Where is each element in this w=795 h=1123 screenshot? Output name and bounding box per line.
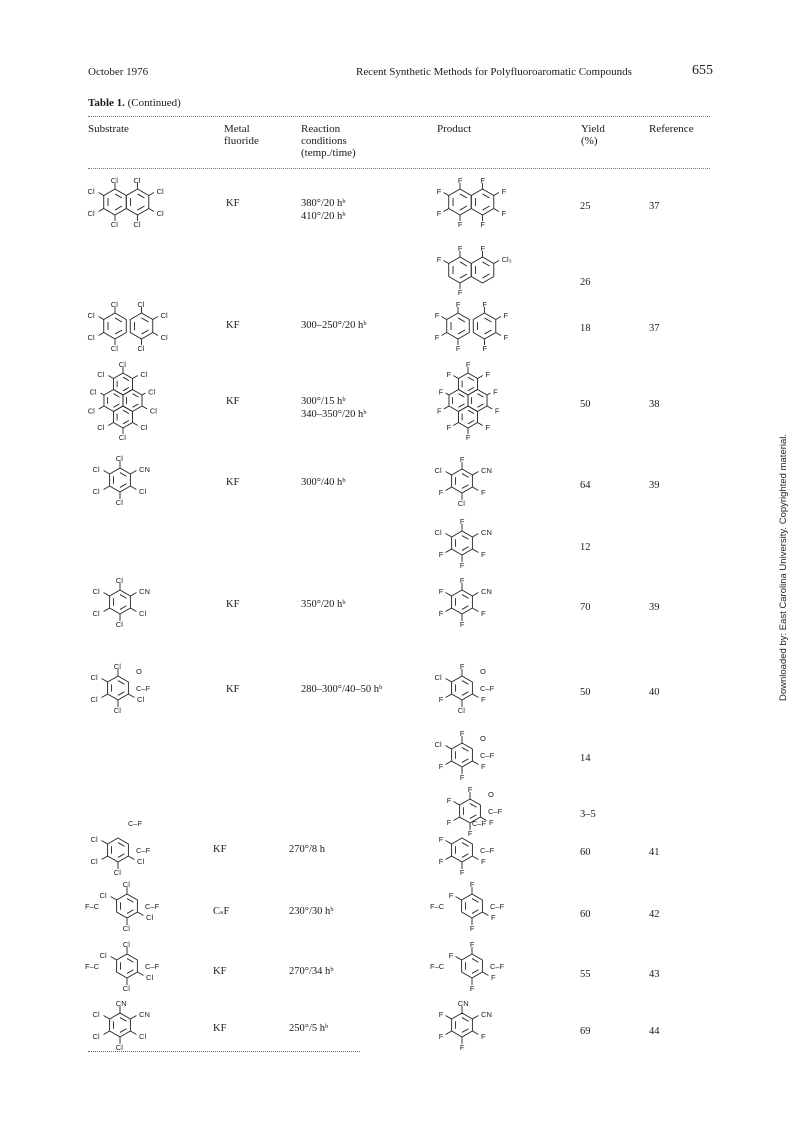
atom-label: Cl bbox=[434, 740, 442, 749]
atom-label: F bbox=[482, 344, 488, 353]
atom-label: F bbox=[491, 913, 496, 922]
yield-cell: 25 bbox=[580, 201, 591, 212]
svg-text:O: O bbox=[488, 790, 494, 799]
atom-label: F bbox=[469, 924, 475, 933]
atom-label: Cl bbox=[160, 333, 168, 342]
atom-label: F bbox=[469, 984, 475, 993]
substrate-perchloropyrene bbox=[85, 360, 175, 450]
yield-cell: 69 bbox=[580, 1026, 591, 1037]
svg-text:C–F: C–F bbox=[480, 751, 495, 760]
atom-label: F bbox=[467, 829, 473, 838]
product-dichlorotrifluorobenzonitrile bbox=[432, 456, 512, 506]
atom-label: F bbox=[438, 1010, 444, 1019]
reference-cell: 42 bbox=[649, 909, 660, 920]
atom-label: CN bbox=[481, 466, 492, 475]
yield-cell: 60 bbox=[580, 909, 591, 920]
atom-label: Cl bbox=[156, 187, 164, 196]
atom-label: Cl bbox=[140, 370, 148, 379]
atom-label: Cl bbox=[113, 706, 121, 715]
atom-label: F bbox=[485, 370, 490, 379]
yield-cell: 64 bbox=[580, 480, 591, 491]
svg-text:C–F: C–F bbox=[480, 846, 495, 855]
atom-label: CN bbox=[481, 1010, 492, 1019]
atom-label: F bbox=[459, 517, 465, 526]
atom-label: Cl bbox=[87, 311, 95, 320]
col-substrate: Substrate bbox=[88, 123, 129, 135]
yield-cell: 60 bbox=[580, 847, 591, 858]
atom-label: F bbox=[459, 455, 465, 464]
atom-label: Cl bbox=[110, 176, 118, 185]
atom-label: CN bbox=[457, 999, 469, 1008]
atom-label: Cl bbox=[122, 940, 130, 949]
atom-label: F bbox=[465, 433, 471, 442]
atom-label: CN bbox=[481, 528, 492, 537]
atom-label: F bbox=[436, 187, 442, 196]
atom-label: Cl bbox=[110, 344, 118, 353]
atom-label: CN bbox=[139, 465, 150, 474]
ring-bond bbox=[108, 676, 129, 700]
running-title: Recent Synthetic Methods for Polyfluoroaromatic Compounds bbox=[356, 66, 632, 78]
atom-label: Cl bbox=[90, 673, 98, 682]
ring-bond bbox=[104, 189, 127, 215]
atom-label: F bbox=[457, 176, 463, 185]
atom-label: F bbox=[457, 288, 463, 297]
atom-label: Cl bbox=[113, 868, 121, 877]
atom-label: F bbox=[489, 818, 494, 827]
ring-bond bbox=[462, 954, 483, 978]
metal-fluoride-cell: CₛF bbox=[213, 906, 230, 917]
atom-label: F bbox=[457, 220, 463, 229]
atom-label: CN bbox=[481, 587, 492, 596]
page-number: 655 bbox=[692, 63, 713, 78]
yield-cell: 70 bbox=[580, 602, 591, 613]
atom-label: F bbox=[455, 344, 461, 353]
atom-label: Cl bbox=[122, 984, 130, 993]
atom-label: F bbox=[481, 762, 486, 771]
atom-label: F bbox=[457, 244, 463, 253]
product-pentafluorobenzonitrile bbox=[432, 577, 512, 627]
atom-label: F bbox=[480, 244, 486, 253]
atom-label: Cl bbox=[87, 209, 95, 218]
atom-label: F bbox=[438, 387, 444, 397]
svg-text:C–F: C–F bbox=[128, 819, 143, 828]
ring-bond bbox=[126, 189, 149, 215]
conditions-cell: 300°/40 hᵇ bbox=[301, 477, 346, 488]
atom-label: Cl bbox=[92, 587, 100, 596]
substrate-tetrachlorophthaloyl-fluoride bbox=[88, 812, 178, 882]
atom-label: Cl bbox=[97, 423, 105, 432]
atom-label: Cl bbox=[92, 487, 100, 496]
atom-label: F bbox=[481, 488, 486, 497]
substrate-tetrachloroisophthaloyl-fluoride bbox=[85, 938, 185, 993]
ring-bond bbox=[473, 313, 496, 339]
atom-label: Cl bbox=[137, 300, 145, 309]
ring-bond bbox=[104, 313, 127, 339]
atom-label: F bbox=[438, 857, 444, 866]
product-tetrafluoroisophthaloyl-fluoride bbox=[430, 938, 530, 993]
atom-label: F bbox=[434, 333, 440, 342]
ring-bond bbox=[449, 390, 468, 412]
atom-label: Cl bbox=[122, 880, 130, 889]
atom-label: Cl bbox=[87, 333, 95, 342]
svg-text:C–F: C–F bbox=[472, 819, 487, 828]
substrate-decachlorobiphenyl bbox=[85, 296, 185, 356]
atom-label: Cl₃ bbox=[501, 255, 512, 264]
ring-bond bbox=[110, 590, 131, 614]
conditions-cell: 270°/8 h bbox=[289, 844, 325, 855]
svg-text:F–C: F–C bbox=[85, 902, 100, 911]
ring-bond bbox=[452, 469, 473, 493]
header-rule bbox=[88, 168, 710, 169]
atom-label: Cl bbox=[139, 609, 147, 618]
ring-bond bbox=[462, 894, 483, 918]
atom-label: Cl bbox=[90, 835, 98, 844]
col-reaction-conditions: Reaction conditions (temp./time) bbox=[301, 123, 356, 159]
atom-label: Cl bbox=[457, 706, 465, 715]
atom-label: F bbox=[459, 561, 465, 570]
atom-label: F bbox=[446, 796, 452, 805]
substrate-tetrachloroterephthaloyl-fluoride bbox=[85, 878, 185, 933]
atom-label: Cl bbox=[137, 857, 145, 866]
metal-fluoride-cell: KF bbox=[213, 844, 227, 855]
atom-label: F bbox=[459, 729, 465, 738]
conditions-cell: 300–250°/20 hᵇ bbox=[301, 320, 367, 331]
col-product: Product bbox=[437, 123, 472, 135]
atom-label: F bbox=[482, 300, 488, 309]
ring-bond bbox=[117, 894, 138, 918]
atom-label: F bbox=[459, 1043, 465, 1052]
yield-cell: 50 bbox=[580, 399, 591, 410]
sidebar-download-note: Downloaded by: East Carolina University. Copyrighted material. bbox=[778, 433, 789, 701]
atom-label: Cl bbox=[434, 673, 442, 682]
atom-label: F bbox=[481, 857, 486, 866]
conditions-cell: 380°/20 hᵇ 410°/20 hᵇ bbox=[301, 198, 346, 222]
yield-cell: 18 bbox=[580, 323, 591, 334]
reference-cell: 43 bbox=[649, 969, 660, 980]
col-yield: Yield (%) bbox=[581, 123, 605, 147]
atom-label: F bbox=[491, 973, 496, 982]
substrate-octachloronaphthalene bbox=[85, 172, 175, 232]
substrate-pentachlorobenzonitrile bbox=[90, 455, 170, 505]
atom-label: Cl bbox=[122, 924, 130, 933]
atom-label: F bbox=[503, 311, 509, 320]
atom-label: Cl bbox=[434, 528, 442, 537]
metal-fluoride-cell: KF bbox=[213, 1023, 227, 1034]
atom-label: Cl bbox=[118, 433, 126, 442]
atom-label: CN bbox=[139, 587, 150, 596]
atom-label: Cl bbox=[118, 360, 126, 369]
svg-text:F–C: F–C bbox=[430, 902, 445, 911]
metal-fluoride-cell: KF bbox=[226, 198, 240, 209]
atom-label: Cl bbox=[90, 695, 98, 704]
yield-cell: 3–5 bbox=[580, 809, 596, 820]
metal-fluoride-cell: KF bbox=[226, 477, 240, 488]
atom-label: F bbox=[434, 311, 440, 320]
atom-label: Cl bbox=[115, 498, 123, 507]
ring-bond bbox=[458, 406, 477, 428]
product-tetrafluoroterephthaloyl-fluoride bbox=[430, 878, 530, 933]
ring-bond bbox=[108, 838, 129, 862]
atom-label: Cl bbox=[90, 857, 98, 866]
atom-label: Cl bbox=[92, 1010, 100, 1019]
svg-text:C–F: C–F bbox=[136, 846, 151, 855]
atom-label: F bbox=[438, 695, 444, 704]
atom-label: F bbox=[448, 891, 454, 900]
product-dichlorotrifluorobenzoyl-fluoride bbox=[432, 660, 522, 715]
ring-bond bbox=[447, 313, 470, 339]
atom-label: Cl bbox=[148, 387, 156, 397]
atom-label: F bbox=[501, 187, 507, 196]
atom-label: F bbox=[436, 406, 442, 416]
atom-label: Cl bbox=[137, 695, 145, 704]
atom-label: F bbox=[446, 370, 452, 379]
ring-bond bbox=[123, 390, 142, 412]
ring-bond bbox=[113, 373, 132, 395]
atom-label: Cl bbox=[149, 406, 157, 416]
atom-label: Cl bbox=[113, 662, 121, 671]
product-chlorotetrafluorobenzoyl-fluoride bbox=[432, 727, 522, 782]
svg-text:F–C: F–C bbox=[430, 962, 445, 971]
ring-bond bbox=[471, 189, 494, 215]
product-decafluorobiphenyl bbox=[428, 296, 538, 356]
atom-label: F bbox=[438, 762, 444, 771]
atom-label: F bbox=[455, 300, 461, 309]
reference-cell: 37 bbox=[649, 323, 660, 334]
atom-label: Cl bbox=[156, 209, 164, 218]
atom-label: Cl bbox=[87, 187, 95, 196]
ring-bond bbox=[452, 590, 473, 614]
atom-label: Cl bbox=[160, 311, 168, 320]
atom-label: F bbox=[493, 387, 498, 397]
atom-label: Cl bbox=[87, 406, 95, 416]
table-caption-label: Table 1. bbox=[88, 97, 125, 109]
atom-label: F bbox=[481, 695, 486, 704]
metal-fluoride-cell: KF bbox=[213, 966, 227, 977]
yield-cell: 14 bbox=[580, 753, 591, 764]
atom-label: Cl bbox=[115, 576, 123, 585]
reference-cell: 37 bbox=[649, 201, 660, 212]
atom-label: F bbox=[481, 1032, 486, 1041]
reference-cell: 39 bbox=[649, 602, 660, 613]
atom-label: F bbox=[446, 423, 452, 432]
svg-text:C–F: C–F bbox=[145, 902, 160, 911]
svg-text:C–F: C–F bbox=[145, 962, 160, 971]
atom-label: F bbox=[459, 773, 465, 782]
ring-bond bbox=[452, 838, 473, 862]
atom-label: Cl bbox=[92, 465, 100, 474]
atom-label: F bbox=[438, 550, 444, 559]
atom-label: Cl bbox=[89, 387, 97, 397]
atom-label: Cl bbox=[110, 220, 118, 229]
product-octafluoronaphthalene bbox=[430, 172, 520, 232]
metal-fluoride-cell: KF bbox=[226, 320, 240, 331]
atom-label: F bbox=[503, 333, 509, 342]
atom-label: Cl bbox=[146, 913, 154, 922]
reference-cell: 44 bbox=[649, 1026, 660, 1037]
atom-label: Cl bbox=[99, 951, 107, 960]
svg-text:C–F: C–F bbox=[136, 684, 151, 693]
product-tetrafluorophthalonitrile bbox=[432, 998, 512, 1053]
col-reference: Reference bbox=[649, 123, 694, 135]
ring-bond bbox=[130, 313, 153, 339]
ring-bond bbox=[468, 390, 487, 412]
atom-label: F bbox=[438, 587, 444, 596]
ring-bond bbox=[449, 189, 472, 215]
atom-label: F bbox=[501, 209, 507, 218]
atom-label: F bbox=[459, 662, 465, 671]
col-metal-fluoride: Metal fluoride bbox=[224, 123, 259, 147]
atom-label: F bbox=[459, 576, 465, 585]
atom-label: F bbox=[459, 620, 465, 629]
atom-label: Cl bbox=[139, 487, 147, 496]
atom-label: F bbox=[436, 255, 442, 264]
atom-label: F bbox=[438, 609, 444, 618]
ring-bond bbox=[452, 676, 473, 700]
substrate-pentachlorobenzoyl-fluoride bbox=[88, 660, 178, 715]
conditions-cell: 270°/34 hᵇ bbox=[289, 966, 334, 977]
svg-text:C–F: C–F bbox=[480, 684, 495, 693]
ring-bond bbox=[110, 1013, 131, 1037]
product-perfluoropyrene bbox=[430, 360, 520, 450]
svg-text:C–F: C–F bbox=[488, 807, 503, 816]
ring-bond bbox=[449, 257, 472, 283]
ring-bond bbox=[452, 531, 473, 555]
yield-cell: 55 bbox=[580, 969, 591, 980]
atom-label: Cl bbox=[115, 454, 123, 463]
atom-label: F bbox=[438, 835, 444, 844]
svg-text:O: O bbox=[480, 667, 486, 676]
product-chlorofluoronaphthalene bbox=[430, 240, 520, 300]
ring-bond bbox=[471, 257, 494, 283]
atom-label: F bbox=[481, 550, 486, 559]
table-caption bbox=[88, 97, 181, 109]
atom-label: F bbox=[494, 406, 500, 416]
atom-label: F bbox=[467, 785, 473, 794]
atom-label: F bbox=[485, 423, 490, 432]
atom-label: F bbox=[480, 220, 486, 229]
atom-label: Cl bbox=[115, 1043, 123, 1052]
atom-label: Cl bbox=[110, 300, 118, 309]
svg-text:O: O bbox=[136, 667, 142, 676]
yield-cell: 50 bbox=[580, 687, 591, 698]
running-date: October 1976 bbox=[88, 66, 149, 78]
atom-label: F bbox=[481, 609, 486, 618]
svg-text:F–C: F–C bbox=[85, 962, 100, 971]
atom-label: F bbox=[465, 360, 471, 369]
ring-bond bbox=[452, 1013, 473, 1037]
top-rule bbox=[88, 116, 710, 117]
conditions-cell: 300°/15 hᵇ 340–350°/20 hᵇ bbox=[301, 396, 367, 420]
atom-label: Cl bbox=[133, 176, 141, 185]
atom-label: F bbox=[446, 818, 452, 827]
atom-label: Cl bbox=[97, 370, 105, 379]
metal-fluoride-cell: KF bbox=[226, 396, 240, 407]
atom-label: F bbox=[469, 940, 475, 949]
svg-text:C–F: C–F bbox=[490, 962, 505, 971]
svg-text:C–F: C–F bbox=[490, 902, 505, 911]
atom-label: Cl bbox=[457, 499, 465, 508]
atom-label: Cl bbox=[139, 1032, 147, 1041]
atom-label: Cl bbox=[140, 423, 148, 432]
yield-cell: 12 bbox=[580, 542, 591, 553]
ring-bond bbox=[110, 468, 131, 492]
conditions-cell: 280–300°/40–50 hᵇ bbox=[301, 684, 383, 695]
atom-label: F bbox=[459, 868, 465, 877]
ring-bond bbox=[452, 743, 473, 767]
atom-label: Cl bbox=[146, 973, 154, 982]
substrate-pentachlorobenzonitrile-2 bbox=[90, 577, 170, 627]
reference-cell: 38 bbox=[649, 399, 660, 410]
atom-label: F bbox=[448, 951, 454, 960]
atom-label: F bbox=[480, 176, 486, 185]
metal-fluoride-cell: KF bbox=[226, 599, 240, 610]
product-tetrafluorophthaloyl-fluoride bbox=[432, 812, 522, 882]
atom-label: CN bbox=[139, 1010, 150, 1019]
atom-label: F bbox=[469, 880, 475, 889]
atom-label: Cl bbox=[133, 220, 141, 229]
ring-bond bbox=[117, 954, 138, 978]
atom-label: Cl bbox=[92, 1032, 100, 1041]
substrate-tetrachlorophthalonitrile bbox=[90, 998, 170, 1053]
conditions-cell: 230°/30 hᵇ bbox=[289, 906, 334, 917]
conditions-cell: 350°/20 hᵇ bbox=[301, 599, 346, 610]
atom-label: Cl bbox=[137, 344, 145, 353]
conditions-cell: 250°/5 hᵇ bbox=[289, 1023, 329, 1034]
atom-label: F bbox=[438, 1032, 444, 1041]
svg-text:O: O bbox=[480, 734, 486, 743]
product-chlorotetrafluorobenzonitrile bbox=[432, 518, 512, 568]
atom-label: F bbox=[436, 209, 442, 218]
ring-bond bbox=[458, 373, 477, 395]
atom-label: CN bbox=[115, 999, 127, 1008]
ring-bond bbox=[113, 406, 132, 428]
atom-label: Cl bbox=[434, 466, 442, 475]
reference-cell: 41 bbox=[649, 847, 660, 858]
reference-cell: 40 bbox=[649, 687, 660, 698]
atom-label: F bbox=[438, 488, 444, 497]
atom-label: Cl bbox=[92, 609, 100, 618]
table-caption-text: (Continued) bbox=[127, 97, 181, 109]
ring-bond bbox=[104, 390, 123, 412]
atom-label: Cl bbox=[99, 891, 107, 900]
yield-cell: 26 bbox=[580, 277, 591, 288]
atom-label: Cl bbox=[115, 620, 123, 629]
metal-fluoride-cell: KF bbox=[226, 684, 240, 695]
reference-cell: 39 bbox=[649, 480, 660, 491]
